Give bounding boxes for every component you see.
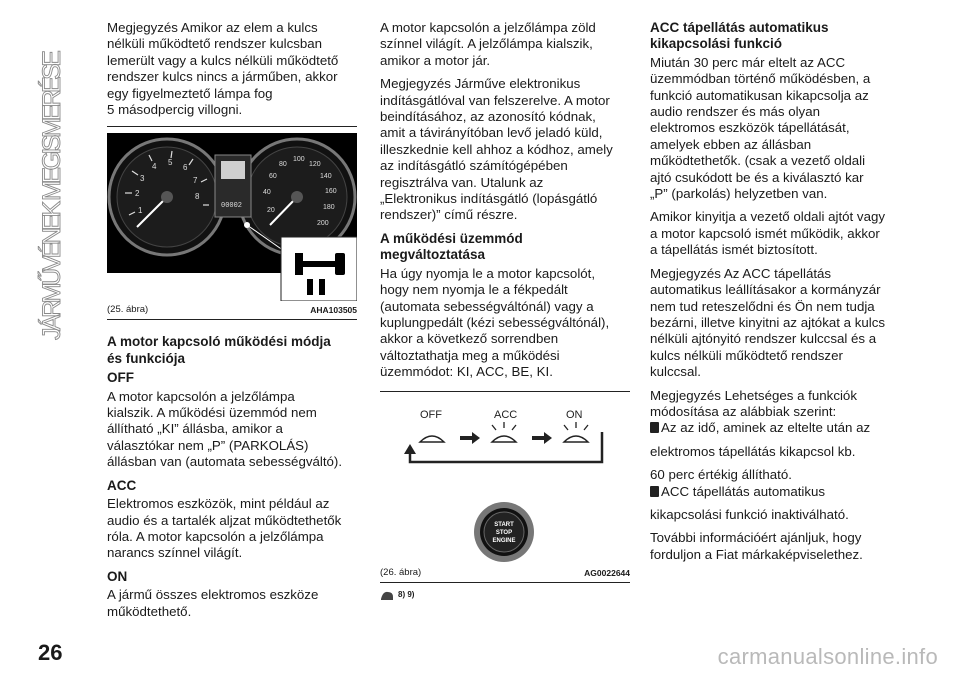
svg-text:120: 120 [309, 161, 321, 169]
subheading-acc: ACC [107, 477, 137, 493]
svg-text:60: 60 [269, 173, 277, 181]
figure-25-caption [107, 302, 357, 319]
instrument-cluster-illustration [107, 127, 357, 301]
section-heading-mode-change: A működési üzemmód megváltoztatása [380, 230, 523, 263]
svg-text:8: 8 [195, 192, 200, 202]
paragraph-power-off-approx: elektromos tápellátás kikapcsol kb. [650, 443, 856, 459]
subheading-on: ON [107, 568, 128, 584]
column-3 [650, 20, 912, 570]
chapter-title-text: JÁRMŰVÉNEK MEGISMERÉSE [38, 50, 66, 340]
svg-text:200: 200 [317, 220, 329, 228]
paragraph-on-continued: A motor kapcsolón a jelzőlámpa zöld színnel világít. A jelzőlámpa kialszik, amikor a motor jár. [380, 20, 596, 68]
warning-reference-numbers: 8) 9) [398, 589, 415, 599]
note-function-modification: Megjegyzés Lehetséges a funkciók módosítása az alábbiak szerint: [650, 387, 857, 419]
svg-text:40: 40 [263, 189, 271, 197]
paragraph-acc-auto-off: Miután 30 perc már eltelt az ACC üzemmódban történő működésben, a funkció automatikusan kikapcsolja az audio rendszer és más olyan elektromos eszközök tápellátását, amelyek ebben az állásban működtethetők. (csak a vezető oldali ajtó csukódott be és a kiválasztó kar „P” (parkolás) helyzetben van. [650, 54, 871, 202]
bullet-box-icon [650, 486, 659, 497]
paragraph-sixty-minutes: 60 perc értékig állítható. [650, 467, 792, 483]
page-number: 26 [38, 640, 63, 665]
figure-mode-sequence [380, 391, 630, 583]
svg-text:00002: 00002 [221, 202, 243, 211]
figure-reference-code: AG0022644 [584, 567, 630, 578]
svg-text:3: 3 [140, 174, 145, 184]
figure-number: (25. ábra) [107, 304, 149, 316]
figure-number: (26. ábra) [380, 566, 422, 578]
svg-text:2: 2 [135, 189, 140, 199]
figure-instrument-cluster [107, 126, 357, 320]
svg-text:ENGINE: ENGINE [492, 537, 516, 544]
section-heading-acc-auto-off: ACC tápellátás automatikus kikapcsolási funkció [650, 20, 829, 52]
bullet-acc-auto-off: ACC tápellátás automatikus [650, 484, 912, 500]
paragraph-contact-dealer: További információért ajánljuk, hogy forduljon a Fiat márkaképviselethez. [650, 530, 863, 562]
warning-references [380, 587, 630, 603]
paragraph-mode-change: Ha úgy nyomja le a motor kapcsolót, hogy nem nyomja le a fékpedált (automata sebességváltónál) vagy a kuplungpedált (kézi sebességváltónál), akkor a következő sorrendben változtathatja meg a működési üzemmódot: KI, ACC, BE, KI. [380, 265, 610, 380]
svg-text:1: 1 [138, 206, 143, 216]
bullet-time-setting: Az az idő, aminek az eltelte után az [650, 420, 912, 436]
svg-text:STOP: STOP [495, 529, 513, 536]
svg-text:160: 160 [325, 188, 337, 196]
svg-text:180: 180 [323, 204, 335, 212]
label-off: OFF [420, 408, 442, 421]
column-2 [380, 20, 630, 603]
chapter-side-title [28, 50, 68, 350]
svg-text:100: 100 [293, 156, 305, 164]
svg-text:140: 140 [320, 173, 332, 181]
paragraph-power-restore: Amikor kinyitja a vezető oldali ajtót vagy a motor kapcsoló ismét működik, akkor a tápellátás ismét biztosított. [650, 209, 886, 258]
svg-text:START: START [494, 521, 514, 528]
svg-text:7: 7 [193, 176, 198, 186]
svg-text:80: 80 [279, 161, 287, 169]
paragraph-acc: Elektromos eszközök, mint például az audio és a tartalék aljzat működtethetők róla. A motor kapcsolón a jelzőlámpa narancs színnel világít. [107, 496, 342, 561]
subheading-off: OFF [107, 370, 134, 386]
note-immobilizer: Megjegyzés Járműve elektronikus indításgátlóval van felszerelve. A motor beindításához, az azonosító kódnak, amit a távirányítóban levő jeladó küld, illeszkednie kell ahhoz a kódhoz, amely az indításgátló számítógépében regisztrálva van. Utalunk az „Elektronikus indításgátló (lopásgátló rendszer)” című részre. [380, 76, 613, 223]
watermark: carmanualsonline.info [717, 644, 938, 669]
section-heading-engine-switch: A motor kapcsoló működési módja és funkciója [107, 334, 331, 366]
svg-text:20: 20 [267, 207, 275, 215]
warning-hand-icon [380, 589, 394, 601]
note-steering-lock: Megjegyzés Az ACC tápellátás automatikus leállításakor a kormányzár nem tud reteszelődni és Ön nem tudja bezárni, illetve kinyitni az ajtókat a kulcs nélküli ajtónyitó rendszer kulccsal és a kulcs nélküli működtető rendszer kulccsal. [650, 265, 886, 380]
figure-26-caption [380, 565, 630, 582]
svg-text:6: 6 [183, 163, 188, 173]
figure-reference-code: AHA103505 [310, 305, 357, 316]
note-keyless-battery: Megjegyzés Amikor az elem a kulcs nélküli működtető rendszer kulcsban lemerült vagy a kulcs nélküli működtető rendszer kulcs nincs a járműben, akkor egy figyelmeztető lámpa fog 5 másodpercig villogni. [107, 20, 339, 118]
label-on: ON [566, 408, 583, 421]
mode-sequence-illustration [380, 392, 630, 567]
bullet-box-icon [650, 422, 659, 433]
paragraph-off: A motor kapcsolón a jelzőlámpa kialszik. A működési üzemmód nem állítható „KI” állásba, amikor a választókar nem „P” (PARKOLÁS) állásban van (automata sebességváltó). [107, 388, 343, 470]
paragraph-on: A jármű összes elektromos eszköze működtethető. [107, 587, 319, 619]
label-acc: ACC [494, 408, 518, 421]
svg-text:4: 4 [152, 162, 157, 172]
paragraph-deactivate: kikapcsolási funkció inaktiválható. [650, 506, 849, 522]
column-1 [107, 20, 357, 627]
svg-text:5: 5 [168, 158, 173, 168]
